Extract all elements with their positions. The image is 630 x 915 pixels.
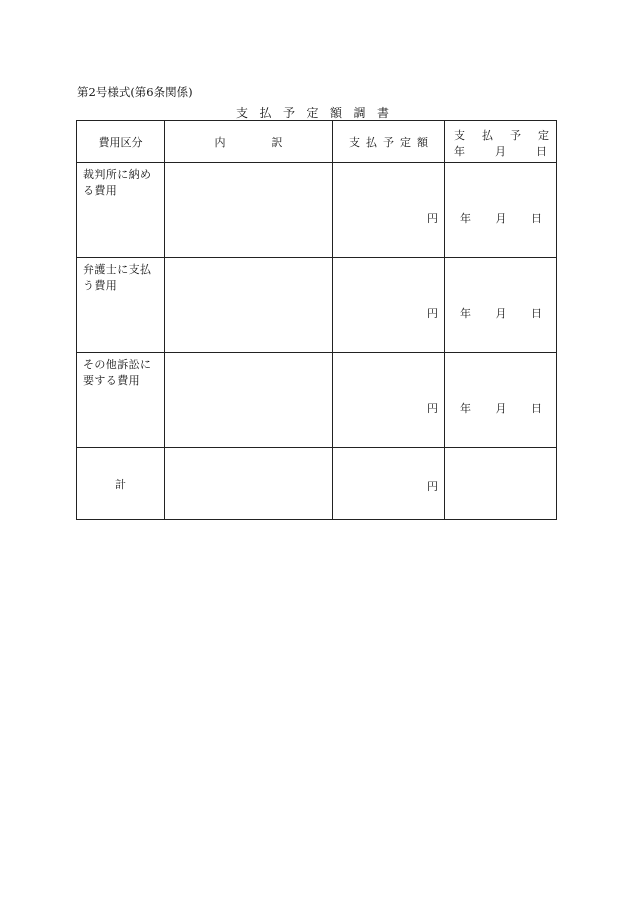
- yen-label: 円: [427, 480, 438, 493]
- row-category-line: 要する費用: [83, 374, 140, 387]
- row-category-line: る費用: [83, 184, 118, 197]
- title-char: 支: [236, 106, 249, 120]
- title-char: 定: [306, 106, 319, 120]
- total-date-cell: [445, 448, 557, 520]
- header-date-year: 年: [454, 145, 465, 158]
- date-year-label: 年: [460, 402, 471, 415]
- header-amount-char: 払: [366, 135, 377, 149]
- table-row: [77, 353, 557, 448]
- header-breakdown-char: 内: [214, 135, 226, 149]
- header-category-label: 費用区分: [98, 135, 143, 149]
- header-date-day: 日: [536, 145, 547, 158]
- header-amount-char: 額: [417, 135, 428, 149]
- row-breakdown-cell[interactable]: [165, 258, 333, 353]
- header-date-char: 予: [510, 129, 521, 142]
- header-row: [77, 121, 557, 163]
- row-category: [77, 353, 165, 448]
- total-label-cell: [77, 448, 165, 520]
- header-amount-char: 定: [400, 135, 411, 149]
- title-char: 書: [377, 106, 390, 120]
- yen-label: 円: [427, 212, 438, 225]
- form-number: 第2号様式(第6条関係): [77, 85, 193, 99]
- header-amount-char: 予: [383, 135, 394, 149]
- header-date-char: 定: [538, 129, 549, 142]
- row-category-line: 裁判所に納め: [83, 168, 152, 181]
- row-category-line: その他訴訟に: [83, 358, 152, 371]
- yen-label: 円: [427, 307, 438, 320]
- header-amount: [333, 121, 445, 163]
- header-breakdown: [165, 121, 333, 163]
- total-breakdown-cell[interactable]: [165, 448, 333, 520]
- row-date-cell[interactable]: [445, 258, 557, 353]
- payment-schedule-table: [76, 120, 557, 520]
- row-category-line: 弁護士に支払: [83, 263, 152, 276]
- document-title: [236, 104, 401, 121]
- title-char: 予: [283, 106, 296, 120]
- title-char: 払: [259, 106, 272, 120]
- row-amount-cell[interactable]: [333, 353, 445, 448]
- header-date-month: 月: [495, 145, 506, 158]
- total-amount-cell[interactable]: [333, 448, 445, 520]
- header-breakdown-char: 訳: [271, 135, 283, 149]
- title-char: 調: [353, 106, 366, 120]
- date-month-label: 月: [495, 307, 507, 320]
- title-char: 額: [330, 106, 343, 120]
- header-date: [445, 121, 557, 163]
- date-day-label: 日: [531, 212, 542, 225]
- date-month-label: 月: [495, 402, 507, 415]
- total-label: 計: [115, 477, 126, 491]
- row-category-line: う費用: [83, 279, 118, 292]
- header-amount-char: 支: [349, 135, 360, 149]
- total-row: [77, 448, 557, 520]
- row-date-cell[interactable]: [445, 163, 557, 258]
- yen-label: 円: [427, 402, 438, 415]
- header-date-char: 払: [482, 129, 493, 142]
- row-category: [77, 258, 165, 353]
- header-category: [77, 121, 165, 163]
- date-year-label: 年: [460, 307, 471, 320]
- date-day-label: 日: [531, 402, 542, 415]
- row-breakdown-cell[interactable]: [165, 353, 333, 448]
- row-amount-cell[interactable]: [333, 163, 445, 258]
- table-row: [77, 163, 557, 258]
- row-breakdown-cell[interactable]: [165, 163, 333, 258]
- row-date-cell[interactable]: [445, 353, 557, 448]
- date-month-label: 月: [495, 212, 507, 225]
- row-amount-cell[interactable]: [333, 258, 445, 353]
- date-day-label: 日: [531, 307, 542, 320]
- table-row: [77, 258, 557, 353]
- header-date-char: 支: [454, 129, 465, 142]
- row-category: [77, 163, 165, 258]
- date-year-label: 年: [460, 212, 471, 225]
